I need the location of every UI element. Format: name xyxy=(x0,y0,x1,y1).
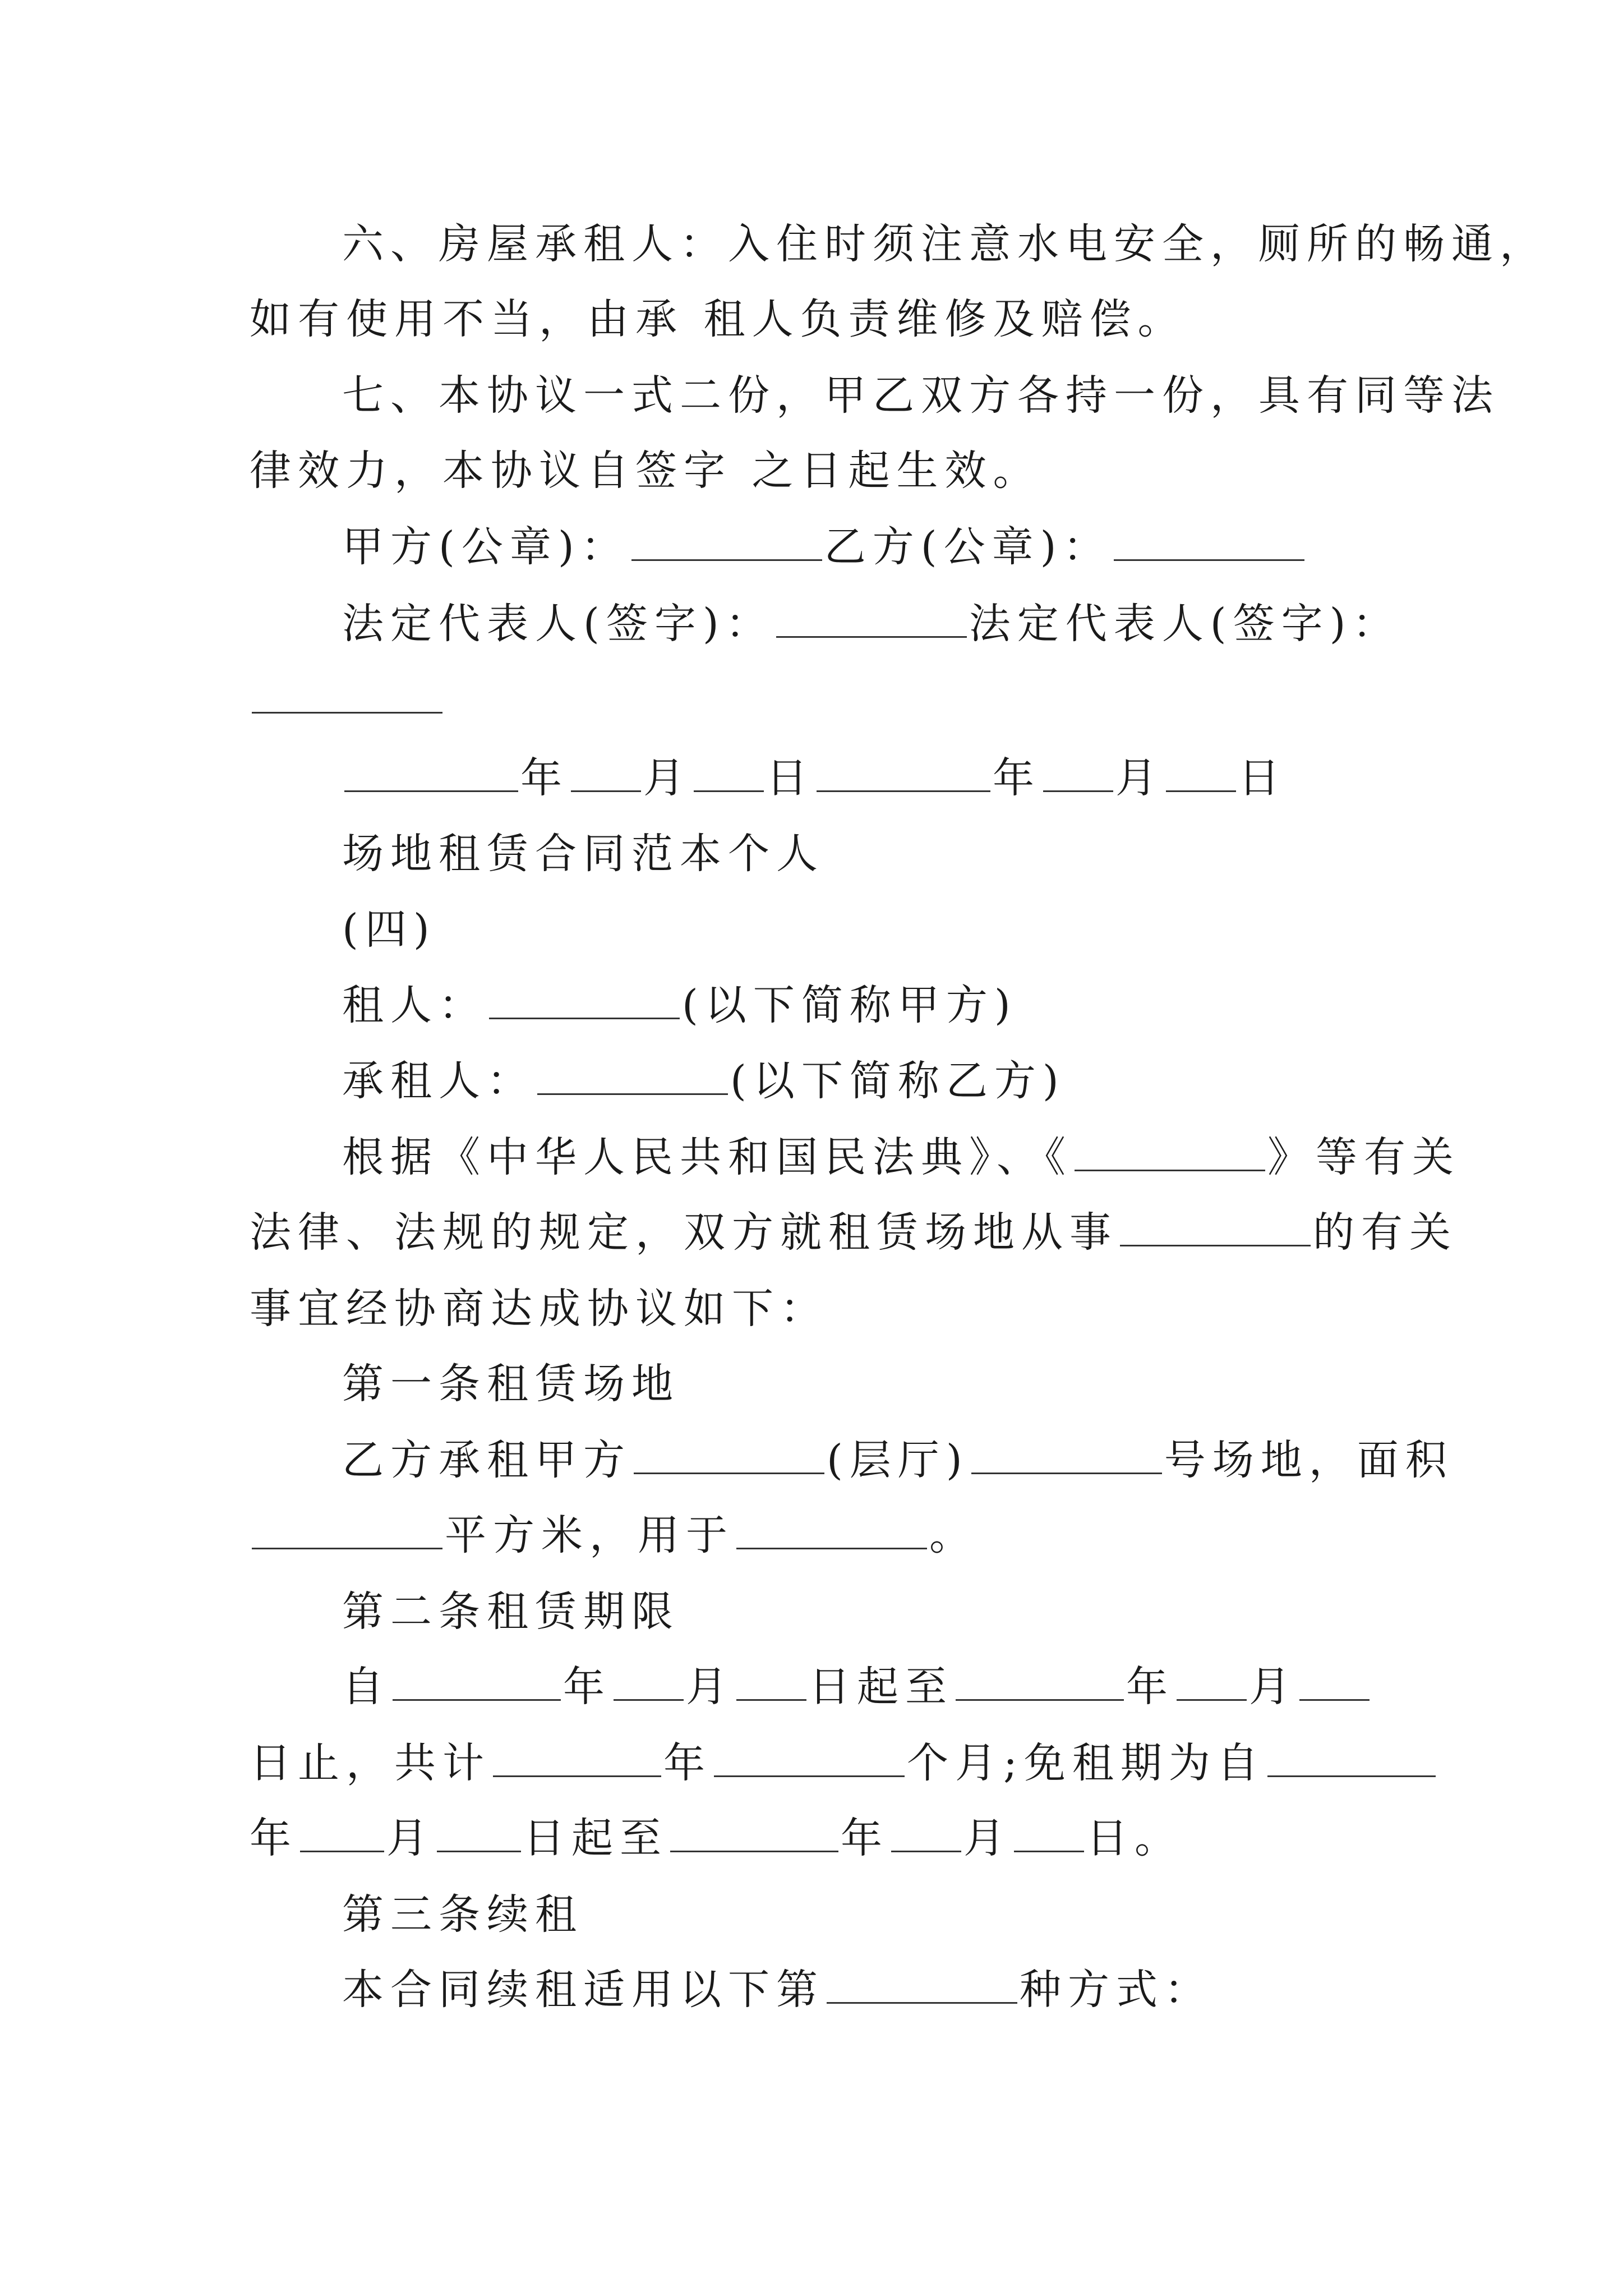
site-number-blank xyxy=(971,1439,1162,1474)
article-one-line-1: 乙方承租甲方 (层厅) 号场地，面积 xyxy=(342,1436,1454,1485)
basis-line-3: 事宜经协商达成协议如下： xyxy=(250,1285,828,1333)
total-months-blank xyxy=(714,1742,905,1777)
clause-six-line-1: 六、房屋承租人：入住时须注意水电安全，厕所的畅通， xyxy=(342,220,1548,268)
party-a-rep-blank xyxy=(776,603,967,638)
end-day-blank xyxy=(1299,1666,1370,1701)
lessee-line: 承租人： (以下简称乙方) xyxy=(342,1057,1066,1106)
party-b-seal-blank xyxy=(1114,526,1304,561)
clause-six-line-2: 如有使用不当，由承 租人负责维修及赔偿。 xyxy=(250,295,1186,343)
date-month-blank xyxy=(1043,757,1113,792)
date-year-blank xyxy=(344,757,518,792)
law-name-blank xyxy=(1075,1137,1265,1171)
party-b-rep-blank xyxy=(252,679,442,714)
area-blank xyxy=(252,1515,442,1549)
party-seal-line: 甲方(公章)： 乙方(公章)： xyxy=(342,526,1307,568)
section-number: (四) xyxy=(342,905,436,954)
free-start-year-blank xyxy=(1267,1742,1436,1777)
floor-blank xyxy=(634,1439,824,1474)
legal-representative-line: 法定代表人(签字)： 法定代表人(签字)： xyxy=(342,600,1401,648)
free-end-month-blank xyxy=(891,1818,961,1852)
purpose-blank xyxy=(736,1515,927,1549)
clause-seven-line-1: 七、本协议一式二份，甲乙双方各持一份，具有同等法 xyxy=(342,371,1500,420)
legal-representative-wrap xyxy=(250,679,445,720)
start-year-blank xyxy=(393,1666,561,1701)
date-year-blank xyxy=(817,757,990,792)
article-one-heading: 第一条租赁场地 xyxy=(342,1360,680,1408)
article-two-line-3: 年 月 日起至 年 月 日。 xyxy=(250,1814,1183,1863)
article-two-line-1: 自 年 月 日起至 年 月 xyxy=(342,1666,1372,1708)
basis-line-2: 法律、法规的规定，双方就租赁场地从事 的有关 xyxy=(250,1208,1458,1257)
clause-seven-line-2: 律效力，本协议自签字 之日起生效。 xyxy=(250,447,1041,495)
article-three-heading: 第三条续租 xyxy=(342,1890,583,1939)
article-two-heading: 第二条租赁期限 xyxy=(342,1588,680,1636)
lessor-blank xyxy=(489,984,680,1019)
date-month-blank xyxy=(571,757,641,792)
free-end-day-blank xyxy=(1014,1818,1084,1852)
free-start-day-blank xyxy=(437,1818,521,1852)
renewal-method-blank xyxy=(827,1969,1017,2004)
signing-date-line: 年 月 日 年 月 日 xyxy=(342,757,1287,799)
free-start-month-blank xyxy=(300,1818,384,1852)
business-blank xyxy=(1120,1212,1311,1246)
section-heading: 场地租赁合同范本个人 xyxy=(342,830,824,878)
lessee-blank xyxy=(537,1060,728,1095)
article-one-line-2: 平方米，用于 。 xyxy=(250,1515,978,1556)
start-day-blank xyxy=(736,1666,806,1701)
end-year-blank xyxy=(956,1666,1124,1701)
basis-line-1: 根据《中华人民共和国民法典》、《 》等有关 xyxy=(342,1133,1460,1182)
party-a-seal-blank xyxy=(631,526,822,561)
end-month-blank xyxy=(1177,1666,1247,1701)
free-end-year-blank xyxy=(670,1818,838,1852)
date-day-blank xyxy=(694,757,764,792)
article-two-line-2: 日止，共计 年 个月;免租期为自 xyxy=(250,1742,1438,1784)
lessor-line: 租人： (以下简称甲方) xyxy=(342,981,1017,1030)
total-years-blank xyxy=(493,1742,661,1777)
article-three-line-1: 本合同续租适用以下第 种方式： xyxy=(342,1966,1212,2014)
date-day-blank xyxy=(1166,757,1236,792)
start-month-blank xyxy=(614,1666,684,1701)
